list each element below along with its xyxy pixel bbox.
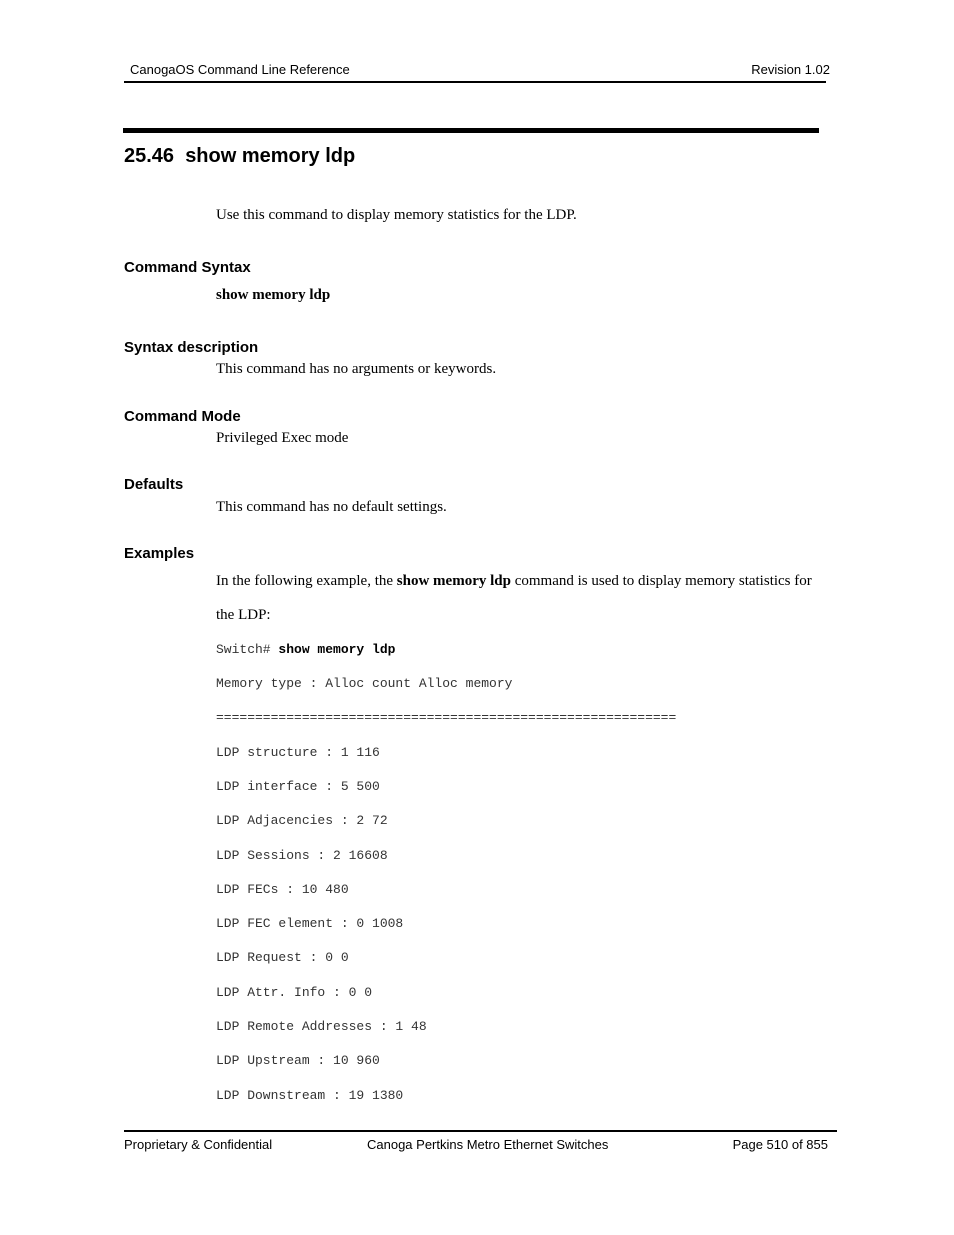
cli-output-line: LDP Remote Addresses : 1 48 [216, 1019, 427, 1034]
footer-left: Proprietary & Confidential [124, 1137, 273, 1152]
header-title: CanogaOS Command Line Reference [130, 62, 350, 77]
cli-prompt: Switch# [216, 642, 279, 657]
cli-output-line: LDP Sessions : 2 16608 [216, 847, 388, 863]
cli-output-line: LDP Attr. Info : 0 0 [216, 984, 373, 1000]
command-syntax-text: show memory ldp [216, 287, 331, 303]
cli-output-line: LDP Upstream : 10 960 [216, 1053, 380, 1069]
examples-heading: Examples [124, 545, 195, 562]
intro-text: Use this command to display memory statistics for the LDP. [216, 207, 577, 223]
cli-output-line: LDP interface : 5 500 [216, 778, 380, 794]
footer-rule [124, 1130, 837, 1132]
cli-output-line: LDP Downstream : 19 1380 [216, 1087, 404, 1103]
syntax-description-heading: Syntax description [124, 339, 259, 356]
syntax-description-text: This command has no arguments or keywords. [216, 361, 497, 377]
cli-output-line: LDP FEC element : 0 1008 [216, 916, 404, 932]
examples-command-bold: show memory ldp [396, 573, 511, 589]
cli-output-line: LDP Request : 0 0 [216, 950, 349, 966]
command-mode-heading: Command Mode [124, 408, 241, 425]
section-rule [123, 128, 819, 133]
command-syntax-heading: Command Syntax [124, 259, 251, 276]
cli-output-separator: =========================================================== [216, 710, 677, 726]
defaults-text: This command has no default settings. [216, 499, 447, 515]
cli-output-line: Memory type : Alloc count Alloc memory [216, 676, 513, 691]
examples-text [216, 573, 812, 590]
defaults-heading: Defaults [124, 476, 184, 493]
cli-output-line: LDP FECs : 10 480 [216, 881, 349, 897]
section-name: show memory ldp [185, 145, 356, 167]
footer-center: Canoga Pertkins Metro Ethernet Switches [367, 1137, 609, 1152]
section-title [124, 145, 355, 168]
cli-command: show memory ldp [278, 642, 396, 657]
cli-output-line: LDP Adjacencies : 2 72 [216, 813, 388, 829]
examples-text-part: command is used to display memory statistics for [510, 573, 812, 589]
examples-text-part: In the following example, the [216, 573, 397, 589]
cli-output-line: LDP structure : 1 116 [216, 744, 380, 760]
command-mode-text: Privileged Exec mode [216, 430, 349, 446]
header-rule [124, 81, 826, 83]
header-revision: Revision 1.02 [751, 62, 830, 77]
section-number: 25.46 [124, 145, 175, 167]
footer-page: Page 510 of 855 [732, 1137, 828, 1152]
examples-text-line2: the LDP: [216, 607, 271, 623]
cli-prompt-line [216, 642, 395, 657]
